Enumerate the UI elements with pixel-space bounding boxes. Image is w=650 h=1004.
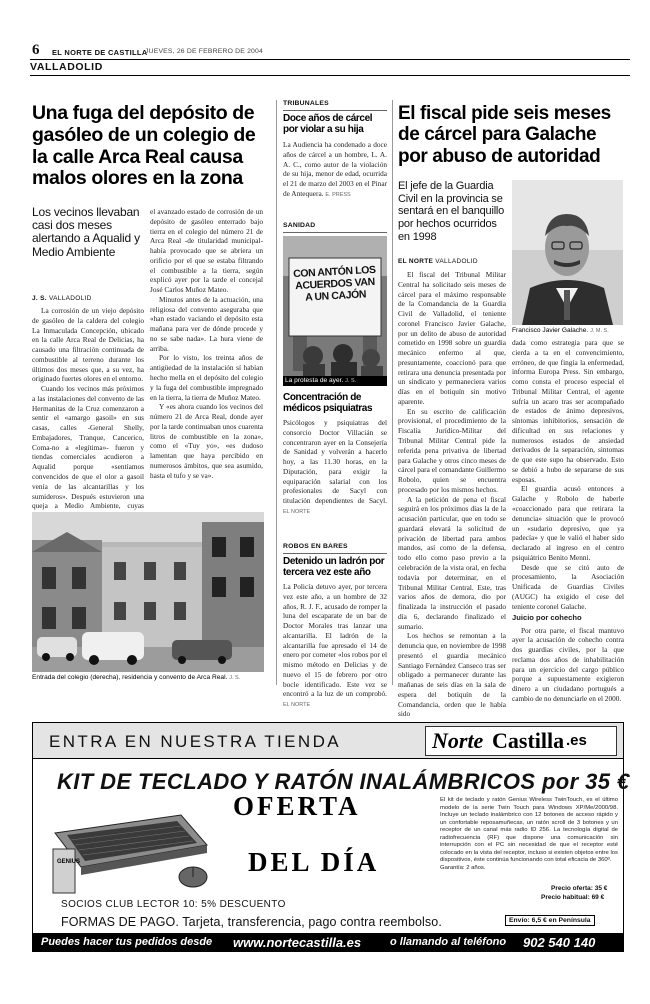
protest-illustration: [283, 236, 387, 386]
sanidad-brief: [283, 222, 387, 229]
robos-headline: Detenido un ladrón por tercera vez este año: [283, 556, 385, 578]
advert-top-text: ENTRA EN NUESTRA TIENDA: [49, 732, 341, 751]
advert-description: El kit de teclado y ratón Genius Wireless TwinTouch, es el último modelo de la serie Twin Touch para Windows XP/Me/2000/98. Incluye un teclado inalámbrico con 12 botones de acceso rápido y un confortable reposamuñecas, un ratón scroll de 3 botones y un receptor de un canal más radio ID 256. La tecnología digital de radiofrecuencia (RF) que dispone una comunicación sin interrupción con el PC sin necesidad de que el receptor esté colocado en la vista del receptor, incluso si existen objetos entre los dispositivos, éste continúa funcionando con total eficacia de 360º. Garantía: 2 años.: [440, 797, 618, 871]
lead-article: [32, 103, 272, 190]
protest-photo-caption: La protesta de ayer. J. S.: [283, 376, 387, 386]
galacho-subhead: Juicio por cohecho: [512, 613, 582, 623]
nortecastilla-logo: Norte Castilla .es: [425, 726, 617, 756]
protest-sign-text: CON ANTÓN LOS ACUERDOS VAN A UN CAJÓN: [292, 263, 376, 304]
galacho-photo-caption: Francisco Javier Galache. J. M. S.: [512, 327, 609, 334]
lead-headline: Una fuga del depósito de gasóleo de un colegio de la calle Arca Real causa malos olores en la zona: [32, 102, 256, 190]
footer-text-b: o llamando al teléfono: [390, 936, 507, 948]
tribunales-label: TRIBUNALES: [283, 100, 329, 107]
offer-price: Precio oferta: 35 €: [551, 885, 608, 892]
footer-url[interactable]: www.nortecastilla.es: [233, 935, 362, 950]
keyboard-illustration: [51, 805, 211, 895]
galacho-col2: dada como estrategia para que se cierda a ta en el convencimiento, erróneo, de que fingía la enfermedad, informa Europa Press. Sin embargo, como consta el proceso especial el Tribunal Militar Central, el agente sufría un acaro tras ser acompañado de estados de ánimo depresivos, síntomas inhibitorios, sensación de dificultad en sus relaciones y numerosos estados de ansiedad derivados de la separación, sintomas de que este supo ha observado. Esto se debió a hubo de separarse de sus esposas. El guardia acusó entonces a Galache y Robolo de haberle «coaccionado para que retirara la denuncia» situación que le provocó un «sudario depresivo, que ya padecía» y que le valió el haber sido declarado al ingreso en el centro psiquiátrico Benito Menni. Desde que se citó auto de procesamiento, la Asociación Unificada de Guardias Civiles (AUGC) ha exigido el cese del teniente coronel Galache. Juicio por cohecho Por otra parte, el fiscal mantuvo ayer la acusación de cohecho contra dos guardias civiles, por la que reclama dos años de inhabilitación para un ejercicio del cargo público porque a supuestamente exigieron dinero a un ciudadano portugués a cambio de no denunciarle en el 2000.: [512, 338, 624, 703]
shop-advert: [32, 722, 630, 952]
keyboard-mouse-image: [51, 805, 211, 895]
portrait-illustration: [512, 180, 623, 325]
lead-col2: el avanzado estado de corrosión de un depósito de gasóleo enterrado bajo tierra en el colegio del número 21 de Arca Real -de titularidad municipal- había provocado que se abriera un orificio por el que se estaba filtrando el combustible a la tierra, según explicó ayer por la tarde el concejal José Carlos Muñoz Mateo. Minutos antes de la actuación, una religiosa del convento aseguraba que «han estado vaciando el depósito esta mañana para ver de dónde procede y no se sabe nada». La hura viene de arriba. Por lo visto, los treinta años de antigüedad de la instalación sí habían hecho mella en el depósito del colegio y la fuga del combustible impregnado en la tierra, la tierra de Muñoz Mateo. Y «es ahora cuando los vecinos del número 21 de Arca Real, donde ayer por la tarde continuaban unos cuarenta litros de combustible en la zona», como el «Tuy yo», «es dudoso lamentan que haya percibido en numerosos ámbitos, que sea asumido, hasta el tufo y se va».: [150, 207, 263, 480]
advert-title: KIT DE TECLADO Y RATÓN INALÁMBRICOS por 35 €: [57, 769, 630, 794]
school-building-photo: [32, 512, 264, 672]
lead-byline: J. S. VALLADOLID: [32, 295, 92, 302]
issue-date: JUEVES, 26 DE FEBRERO DE 2004: [145, 48, 263, 55]
payment-methods: FORMAS DE PAGO. Tarjeta, transferencia, pago contra reembolso.: [61, 915, 442, 929]
school-building-illustration: [32, 512, 264, 672]
advert-top-banner: [33, 723, 623, 759]
footer-text-a: Puedes hacer tus pedidos desde: [41, 936, 213, 948]
paper-name: EL NORTE DE CASTILLA: [52, 48, 148, 57]
sanidad-label: SANIDAD: [283, 222, 316, 229]
sanidad-headline: Concentración de médicos psiquiatras: [283, 392, 373, 414]
page-header: [30, 40, 630, 78]
robos-body: La Policía detuvo ayer, por tercera vez este año, a un hombre de 32 años, R. J. F., acusado de romper la luna del escaparate de un bar de Doctor Morales tras lanzar una alcantarilla. El ladrón de la alcantarilla fue apresado el 14 de enero por cometer «los robos por el mismo método en Delicias y de nuevo el 15 de febrero por otro bocle identificado. Este vez se encontró a la luz de un comprobó. EL NORTE: [283, 582, 387, 709]
galacho-portrait: [512, 180, 623, 325]
galacho-article: [398, 103, 623, 167]
advert-footer: [33, 933, 623, 951]
footer-phone: 902 540 140: [523, 935, 596, 950]
sanidad-body: Psicólogos y psiquiatras del consorcio Doctor Villacián se concentraron ayer en la Consejería de Sanidad y volverán a hacerlo hoy, a las 11.30 horas, en la Diputación, para exigir la equiparación salarial con los profesionales de Sacyl con titulación dependientes de Sacyl. EL NORTE: [283, 418, 387, 515]
tribunales-headline: Doce años de cárcel por violar a su hija: [283, 113, 373, 135]
robos-label: ROBOS EN BARES: [283, 543, 348, 550]
galacho-deck: El jefe de la Guardia Civil en la provincia se sentará en el banquillo por hechos ocurridos en 1998: [398, 180, 505, 243]
section-title: VALLADOLID: [30, 61, 103, 73]
tribunales-body: La Audiencia ha condenado a doce años de cárcel a un hombre, L. A. A. C., como autor de la violación de su hija, menor de edad, ocurrida el 21 de marzo del 2003 en el Pinar de Antequera. E. PRESS: [283, 140, 387, 198]
galacho-byline: EL NORTE VALLADOLID: [398, 258, 478, 265]
protest-photo: [283, 236, 387, 386]
lead-deck: Los vecinos llevaban casi dos meses alertando a Aqualid y Medio Ambiente: [32, 205, 140, 259]
oferta-text: OFERTA: [233, 791, 361, 821]
school-photo-caption: Entrada del colegio (derecha), residencia y convento de Arca Real. J. S.: [32, 674, 241, 681]
galacho-headline: El fiscal pide seis meses de cárcel para Galache por abuso de autoridad: [398, 103, 611, 167]
galacho-col1: El fiscal del Tribunal Militar Central ha solicitado seis meses de cárcel para el máximo responsable de la Comandancia de la Guardia Civil de Valladolid, el teniente coronel Francisco Javier Galache, por un delito de abuso de autoridad cometido en 1998 sobre un guardia mecánico enfermo al que, presuntamente, coaccionó para que retirara una denuncia presentada por un sindicato y permaneciera varios días en el botiquín sin motivo aparente. En su escrito de calificación provisional, el procedimiento de la Fiscalía Jurídico-Militar del Tribunal Militar Central pide la referida pena privativa de libertad para Galache y otros cinco meses de cárcel para el comandante Guillermo Robolo, quien se encuentra procesado por los mismos hechos. A la petición de pena el fiscal seguirá en los próximos días la de la acusación particular, que en todo se guardará elevará la solicitud de privación de libertad para ambos mandos, así como de la defensa, todo ello como paso previo a la celebración de la vista oral, en fecha todavía por determinar, en el Tribunal Militar Central. Este, tras varios años de demora, dio por finalizada la instrucción el pasado día 6, declarando finalizado el sumario. Los hechos se remontan a la denuncia que, en noviembre de 1998 presentó el guardia mecánico Santiago Fernández Canseco tras ser obligado a permanecer durante las mañanas de seis días en la sala de espera del botiquín de la Comandancia, orden que le había sido: [398, 270, 506, 719]
usual-price: Precio habitual: 69 €: [541, 894, 605, 901]
kb-box-label: GENIUS: [57, 859, 81, 865]
tribunales-brief: [283, 100, 387, 212]
robos-brief: [283, 543, 387, 709]
page-number: 6: [32, 42, 40, 58]
sanidad-text: [283, 392, 387, 515]
shipping-cost: Envío: 6,5 € en Península: [505, 915, 595, 926]
del-dia-text: DEL DÍA: [248, 847, 380, 877]
lead-col1: La corrosión de un viejo depósito de gasóleo de la caldera del colegio La Inmaculada Concepción, ubicado en la calle Arca Real de Delicias, ha causado una filtración continuada de combustible al terreno durante los últimos dos meses que, a su vez, ha originado fuertes olores en el entorno. Cuando los vecinos más próximos a las instalaciones del convento de las Hermanitas de la Cruz comenzaron a sentir el «amargo gasoil» en sus casas, calles -General Shelly, Embajadores, Tranque, Cancerico, Coma-no a «legítima»- fueron y tiendas comerciales acudieron a Aqualid porque «sentíamos convencidos de que el olor a gasoil venía de las alcantarillas y los sumideros». Después estuvieron una queja a Medio Ambiente, cuyas: [32, 306, 144, 511]
socios-discount: SOCIOS CLUB LECTOR 10: 5% DESCUENTO: [61, 899, 286, 910]
